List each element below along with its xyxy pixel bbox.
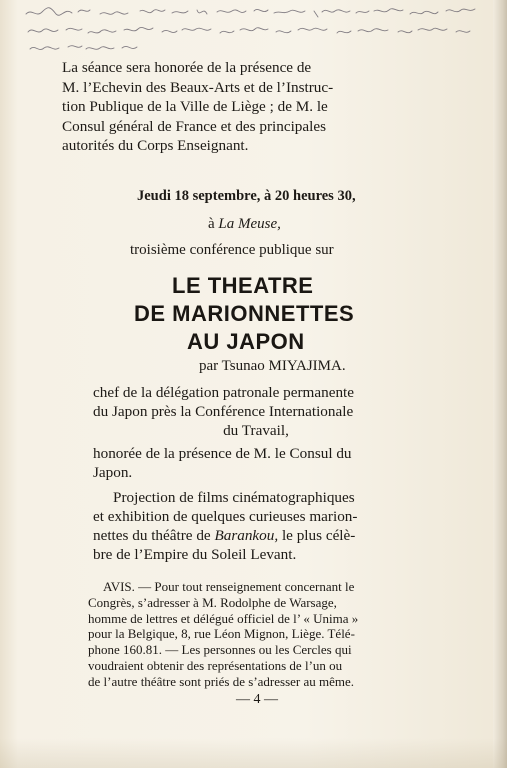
text-line: M. l’Echevin des Beaux-Arts et de l’Instruc- [62,78,334,96]
page-number: — 4 — [236,692,278,707]
text-line: voudraient obtenir des représentations de l’un ou [88,657,343,673]
title-line-2: DE MARIONNETTES [134,301,355,326]
text-line: et exhibition de quelques curieuses marion- [93,508,358,525]
event-venue [208,216,281,233]
paper-stain [0,738,507,768]
text-fragment: nettes du théâtre de [93,527,215,544]
text-line: Consul général de France et des principales [62,117,327,135]
paragraph-attendance [62,58,333,156]
lecture-intro: troisième conférence publique sur [130,242,334,258]
theatre-name: Barankou, [214,527,279,544]
page-edge [493,0,507,768]
text-line: Projection de films cinématographiques [113,489,355,506]
event-date: Jeudi 18 septembre, à 20 heures 30, [137,188,356,204]
text-line: honorée de la présence de M. le Consul du [93,445,352,462]
text-line: tion Publique de la Ville de Liège ; de M. le [62,98,328,115]
speaker-byline: par Tsunao MIYAJIMA. [199,358,346,374]
text-line: du Travail, [223,422,289,439]
honor-paragraph [93,444,352,482]
projection-paragraph [93,488,357,564]
venue-prefix: à [208,216,219,232]
handwritten-annotation [22,2,492,58]
text-line: Japon. [93,464,133,481]
text-line: phone 160.81. — Les personnes ou les Cercles qui [88,642,352,658]
text-line: homme de lettres et délégué officiel de l’ « Unima » [88,610,359,626]
speaker-description [93,383,419,440]
text-line: Congrès, s’adresser à M. Rodolphe de Warsage, [88,594,337,610]
text-line: bre de l’Empire du Soleil Levant. [93,546,297,563]
text-line: La séance sera honorée de la présence de [62,59,312,76]
text-line: de l’autre théâtre sont priés de s’adresser au même. [88,673,355,689]
title-line-3: AU JAPON [187,329,305,354]
text-line: AVIS. — Pour tout renseignement concernant le [103,579,355,594]
text-line: du Japon près la Conférence Internationale [93,403,354,420]
text-line: autorités du Corps Enseignant. [62,137,249,154]
text-fragment: le plus célè- [278,527,356,544]
title-line-1: LE THEATRE [172,273,314,298]
notice-paragraph [88,579,358,690]
text-line-with-italic [93,526,357,545]
text-line: chef de la délégation patronale permanente [93,384,355,401]
venue-name: La Meuse, [218,216,281,232]
text-line: pour la Belgique, 8, rue Léon Mignon, Liège. Télé- [88,626,355,642]
